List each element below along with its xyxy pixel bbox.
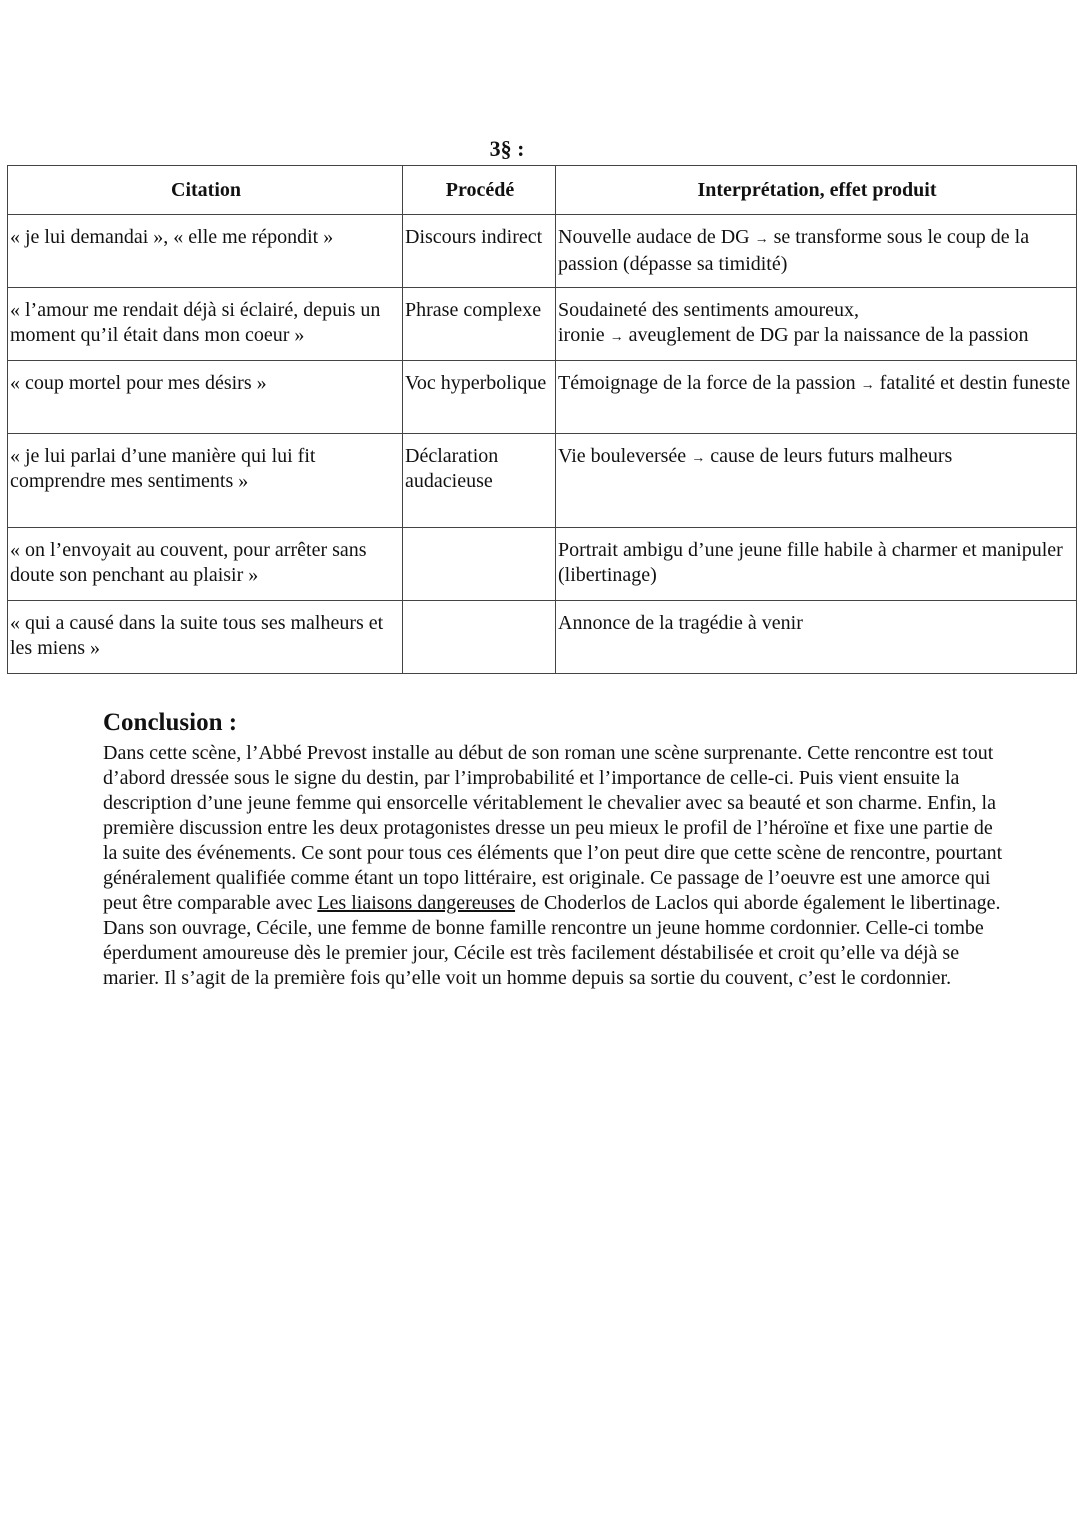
procede-cell — [403, 528, 556, 601]
table-header-row — [8, 166, 1077, 215]
interpretation-cell: Soudaineté des sentiments amoureux, ironie → aveuglement de DG par la naissance de la passion — [556, 288, 1077, 361]
book-title: Les liaisons dangereuses — [317, 892, 516, 914]
table-row — [8, 361, 1077, 434]
conclusion-paragraph: Dans cette scène, l’Abbé Prevost installe au début de son roman une scène surprenante. Cette rencontre est tout d’abord dressée sous le signe du destin, par l’improbabilité et l’importance de celle-ci. Puis vient ensuite la description d’une jeune femme qui ensorcelle véritablement le chevalier avec sa beauté et son charme. Enfin, la première discussion entre les deux protagonistes dresse un peu mieux le profil de l’héroïne et fixe une partie de la suite des événements. Ce sont pour tous ces éléments que l’on peut dire que cette scène de rencontre, pourtant généralement qualifiée comme étant un topo littéraire, est originale. Ce passage de l’oeuvre est une amorce qui peut être comparable avec Les liaisons dangereuses de Choderlos de Laclos qui aborde également le libertinage. Dans son ouvrage, Cécile, une femme de bonne famille rencontre un jeune homme cordonnier. Celle-ci tombe éperdument amoureuse dès le premier jour, Cécile est très facilement déstabilisée et croit qu’elle va déjà se marier. Il s’agit de la première fois qu’elle voit un homme depuis sa sortie du couvent, c’est le cordonnier. — [103, 742, 1003, 989]
citation-cell: « on l’envoyait au couvent, pour arrêter sans doute son penchant au plaisir » — [8, 528, 403, 601]
citation-cell: « qui a causé dans la suite tous ses malheurs et les miens » — [8, 601, 403, 674]
procede-cell: Phrase complexe — [403, 288, 556, 361]
arrow-icon: → — [691, 451, 706, 466]
citation-cell: « l’amour me rendait déjà si éclairé, depuis un moment qu’il était dans mon coeur » — [8, 288, 403, 361]
arrow-icon: → — [754, 232, 769, 247]
section-title: 3§ : — [489, 136, 525, 161]
conclusion-section — [103, 708, 1003, 991]
header-procede: Procédé — [403, 166, 556, 215]
table-row — [8, 215, 1077, 288]
conclusion-heading: Conclusion : — [103, 709, 238, 736]
procede-cell: Voc hyperbolique — [403, 361, 556, 434]
analysis-table — [7, 165, 1077, 674]
table-row — [8, 288, 1077, 361]
interpretation-cell: Annonce de la tragédie à venir — [556, 601, 1077, 674]
table-row — [8, 434, 1077, 528]
table-row — [8, 528, 1077, 601]
table-row — [8, 601, 1077, 674]
interpretation-cell: Portrait ambigu d’une jeune fille habile à charmer et manipuler (libertinage) — [556, 528, 1077, 601]
interpretation-cell: Témoignage de la force de la passion → fatalité et destin funeste — [556, 361, 1077, 434]
arrow-icon: → — [609, 330, 624, 345]
citation-cell: « je lui parlai d’une manière qui lui fit comprendre mes sentiments » — [8, 434, 403, 528]
procede-cell: Déclaration audacieuse — [403, 434, 556, 528]
header-interpretation: Interprétation, effet produit — [556, 166, 1077, 215]
procede-cell: Discours indirect — [403, 215, 556, 288]
interpretation-cell: Vie bouleversée → cause de leurs futurs malheurs — [556, 434, 1077, 528]
interpretation-cell: Nouvelle audace de DG → se transforme sous le coup de la passion (dépasse sa timidité) — [556, 215, 1077, 288]
citation-cell: « coup mortel pour mes désirs » — [8, 361, 403, 434]
citation-cell: « je lui demandai », « elle me répondit » — [8, 215, 403, 288]
arrow-icon: → — [860, 378, 875, 393]
procede-cell — [403, 601, 556, 674]
header-citation: Citation — [8, 166, 403, 215]
